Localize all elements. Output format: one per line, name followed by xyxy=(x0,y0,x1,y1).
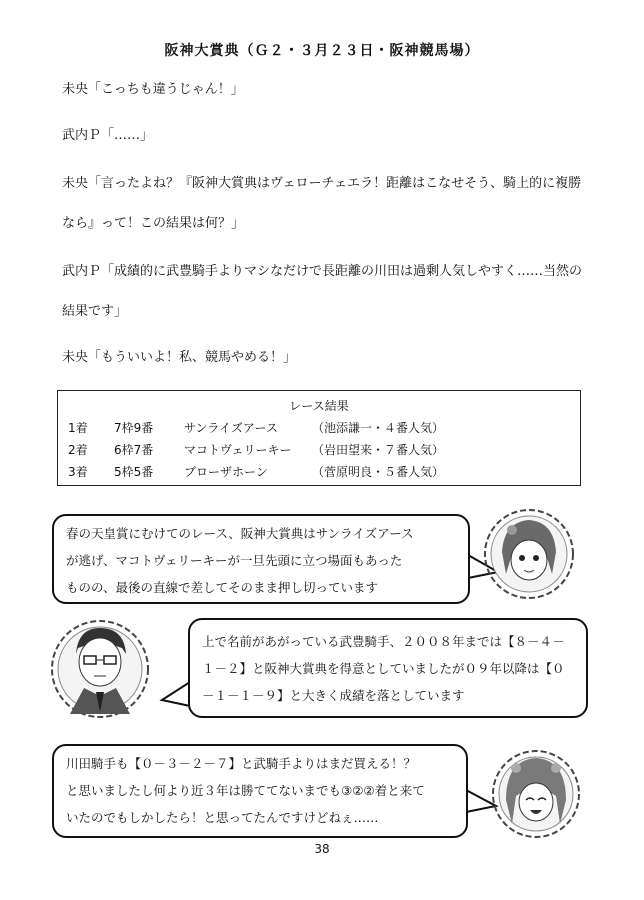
result-horse: サンライズアース xyxy=(184,421,278,435)
bubble-line: ものの、最後の直線で差してそのまま押し切っています xyxy=(66,580,379,595)
girl-avatar-icon xyxy=(490,744,582,844)
result-horse: ブローザホーン xyxy=(184,465,268,479)
result-info: （菅原明良・５番人気） xyxy=(312,465,445,479)
speech-bubble xyxy=(52,744,468,838)
bubble-line: いたのでもしかしたら！と思ってたんですけどねぇ…… xyxy=(66,810,379,825)
result-place: 1着 xyxy=(68,421,88,435)
speech-bubble xyxy=(188,618,588,718)
dialogue-line: 未央「こっちも違うじゃん！」 xyxy=(62,82,244,97)
man-avatar-icon xyxy=(48,614,152,724)
bubble-tail-left xyxy=(162,682,190,706)
dialogue-line: 未央「言ったよね？『阪神大賞典はヴェローチェエラ！距離はこなせそう、騎上的に複勝 xyxy=(62,176,582,191)
dialogue-line: 武内Ｐ「……」 xyxy=(62,128,154,143)
bubble-line: １－２】と阪神大賞典を得意としていましたが０９年以降は【０ xyxy=(202,661,565,676)
results-header: レース結果 xyxy=(289,399,349,413)
bubble-line: 川田騎手も【０－３－２－７】と武騎手よりはまだ買える！？ xyxy=(66,756,417,771)
result-place: 3着 xyxy=(68,465,88,479)
result-place: 2着 xyxy=(68,443,88,457)
bubble-line: と思いましたし何より近３年は勝ててないまでも③②②着と来て xyxy=(66,783,425,798)
dialogue-line: 武内Ｐ「成績的に武豊騎手よりマシなだけで長距離の川田は過剰人気しやすく……当然の xyxy=(62,264,583,279)
bubble-line: 上で名前があがっている武豊騎手、２００８年までは【８－４－ xyxy=(202,634,565,649)
bubble-line: －１－１－９】と大きく成績を落としています xyxy=(202,688,465,703)
bubble-line: が逃げ、マコトヴェリーキーが一旦先頭に立つ場面もあった xyxy=(66,553,403,568)
result-gate: 7枠9番 xyxy=(114,421,154,435)
bubble-line: 春の天皇賞にむけてのレース、阪神大賞典はサンライズアース xyxy=(66,526,414,541)
speech-bubble xyxy=(52,514,470,604)
page-number: 38 xyxy=(314,842,330,856)
dialogue-line: なら』って！この結果は何？」 xyxy=(62,216,245,231)
result-gate: 5枠5番 xyxy=(114,465,154,479)
dialogue-line: 結果です」 xyxy=(62,304,128,319)
result-horse: マコトヴェリーキー xyxy=(184,443,292,457)
result-info: （岩田望来・７番人気） xyxy=(312,443,445,457)
dialogue-line: 未央「もういいよ！私、競馬やめる！」 xyxy=(62,350,297,365)
result-gate: 6枠7番 xyxy=(114,443,154,457)
result-info: （池添謙一・４番人気） xyxy=(312,421,445,435)
page-title: 阪神大賞典（Ｇ２・３月２３日・阪神競馬場） xyxy=(164,43,480,59)
girl-avatar-icon xyxy=(482,504,576,604)
